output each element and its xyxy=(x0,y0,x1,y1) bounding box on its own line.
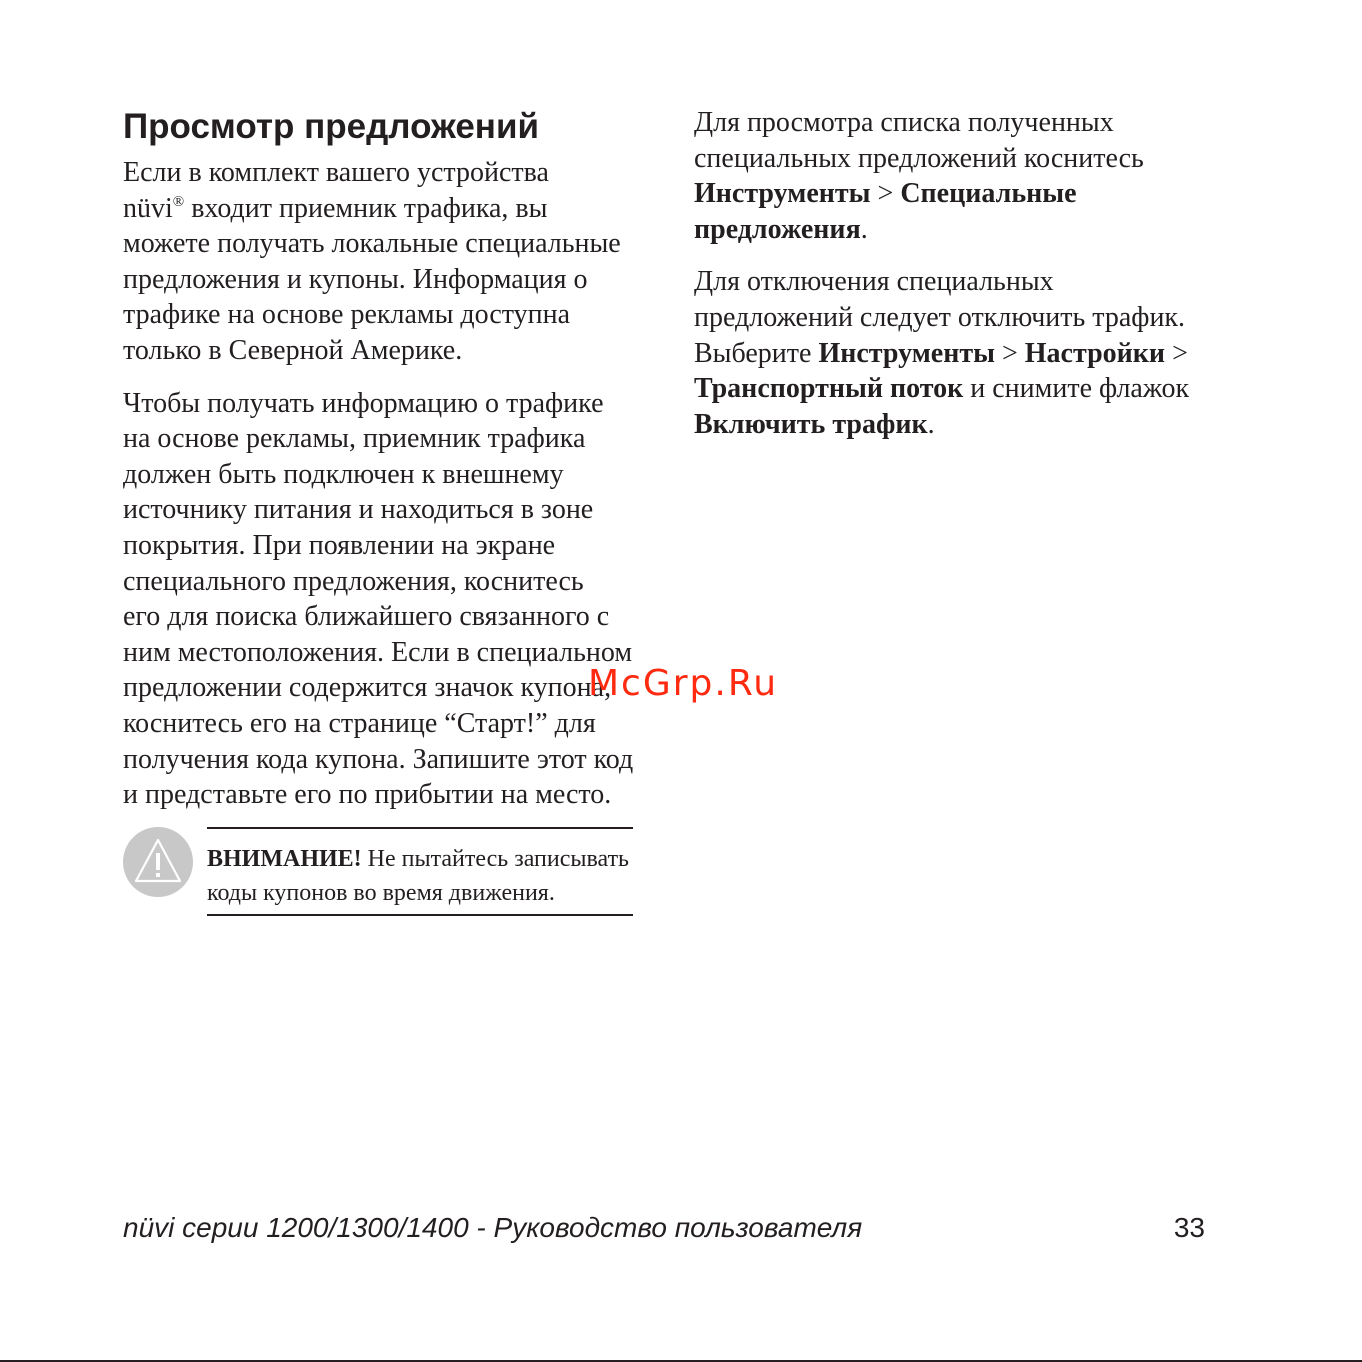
text-fragment: > xyxy=(1165,337,1188,369)
warning-label: ВНИМАНИЕ! xyxy=(207,846,362,872)
text-line: ним местоположения. Если в специальном xyxy=(123,636,633,668)
menu-path-item: Инструменты xyxy=(694,178,871,210)
text-line: коды купонов во время движения. xyxy=(207,880,555,906)
text-line: предложений следует отключить трафик. xyxy=(694,301,1186,333)
text-line: Если в комплект вашего устройства xyxy=(123,157,549,188)
text-line xyxy=(694,212,1214,248)
text-fragment: Не пытайтесь записывать xyxy=(361,846,629,872)
text-line: трафике на основе рекламы доступна xyxy=(123,299,571,331)
text-line xyxy=(694,407,1214,443)
text-fragment: . xyxy=(860,213,868,245)
text-line: специального предложения, коснитесь xyxy=(123,565,584,597)
text-line: Чтобы получать информацию о трафике xyxy=(123,387,604,419)
text-line: специальных предложений коснитесь xyxy=(694,142,1144,174)
registered-mark: ® xyxy=(172,193,185,210)
warning-bottom-rule xyxy=(207,914,633,916)
menu-path-item: Настройки xyxy=(1024,337,1166,369)
text-line: Для просмотра списка полученных xyxy=(694,107,1114,138)
section-heading: Просмотр предложений xyxy=(123,107,539,146)
text-line xyxy=(694,336,1214,372)
text-line xyxy=(123,191,643,227)
text-line: коснитесь его на странице “Старт!” для xyxy=(123,707,596,739)
text-fragment: входит приемник трафика, вы xyxy=(184,192,548,224)
text-fragment: . xyxy=(927,408,935,440)
text-line: и представьте его по прибытии на место. xyxy=(123,779,612,811)
menu-path-item: Специальные xyxy=(900,178,1077,210)
left-column xyxy=(123,155,643,813)
text-line: Для отключения специальных xyxy=(694,266,1054,298)
text-fragment: > xyxy=(994,337,1025,369)
text-line: на основе рекламы, приемник трафика xyxy=(123,423,586,455)
right-column xyxy=(694,105,1214,442)
text-line: покрытия. При появлении на экране xyxy=(123,529,556,561)
text-line xyxy=(694,176,1214,212)
text-fragment: и снимите флажок xyxy=(963,373,1190,405)
text-line: его для поиска ближайшего связанного с xyxy=(123,601,610,633)
text-line xyxy=(207,842,637,876)
text-fragment: > xyxy=(870,178,901,210)
disable-offers-paragraph xyxy=(694,264,1214,442)
text-fragment: Выберите xyxy=(694,337,819,369)
text-line: источнику питания и находиться в зоне xyxy=(123,494,594,526)
menu-path-item: Включить трафик xyxy=(694,408,928,440)
menu-path-item: Транспортный поток xyxy=(694,373,964,405)
text-line: получения кода купона. Запишите этот код xyxy=(123,743,634,775)
text-line xyxy=(694,371,1214,407)
footer-title: nüvi серии 1200/1300/1400 - Руководство пользователя xyxy=(123,1212,863,1243)
warning-icon xyxy=(123,827,193,897)
text-line: только в Северной Америке. xyxy=(123,334,463,366)
product-name: nüvi xyxy=(123,192,173,224)
menu-path-item: Инструменты xyxy=(818,337,995,369)
text-line: предложения и купоны. Информация о xyxy=(123,263,588,295)
warning-note xyxy=(207,842,637,910)
text-line: можете получать локальные специальные xyxy=(123,228,621,260)
watermark: McGrp.Ru xyxy=(588,663,779,704)
menu-path-item: предложения xyxy=(694,213,861,245)
text-line: должен быть подключен к внешнему xyxy=(123,458,564,490)
view-offers-paragraph xyxy=(694,105,1214,247)
page-number: 33 xyxy=(1173,1212,1205,1243)
warning-top-rule xyxy=(207,827,633,829)
intro-paragraph xyxy=(123,155,643,369)
coupon-paragraph xyxy=(123,386,643,813)
text-line: предложении содержится значок купона, xyxy=(123,672,612,704)
